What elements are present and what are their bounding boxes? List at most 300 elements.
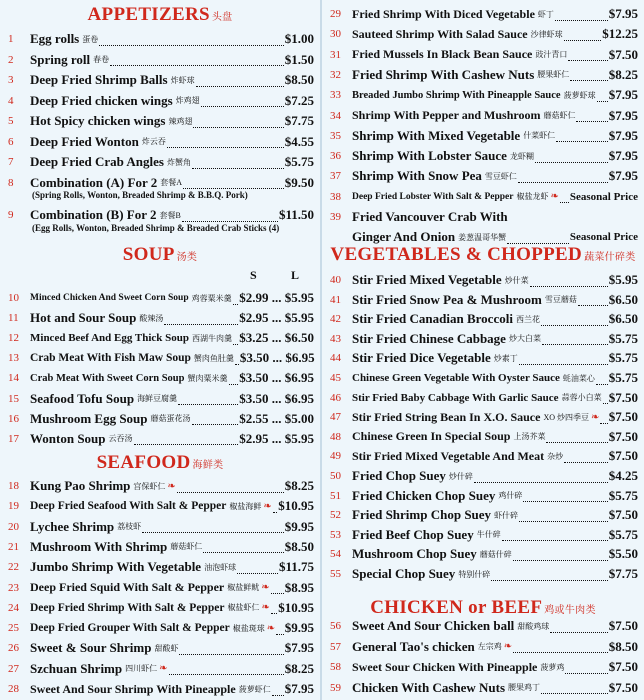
item-price: $3.50 ... $6.95 [239,390,314,406]
item-name-zh: 椒盐海鲜 [229,501,262,511]
item-price: $2.55 ... $5.00 [239,410,314,426]
menu-item [322,616,644,636]
item-number: 21 [8,540,19,553]
item-number: 5 [8,115,14,127]
item-name: Stir Fried Chinese Cabbage [352,330,506,346]
item-number: 53 [330,528,341,541]
chili-pepper-icon: ❧ [261,602,270,614]
item-price: $7.50 [608,409,638,425]
item-number: 49 [330,450,341,463]
dot-leader [530,274,608,287]
item-number: 16 [8,412,19,425]
soup-title-zh: 汤类 [176,252,198,263]
item-number: 59 [330,681,341,694]
item-name-zh: 蒜蓉小白菜 [561,393,602,403]
item-name-zh: 什菜虾仁 [523,131,556,141]
item-number: 56 [330,620,341,632]
dot-leader [233,332,238,345]
item-name-zh: 牛什碎 [476,530,501,540]
item-number: 12 [8,332,19,345]
item-price: $8.25 [284,660,314,676]
dot-leader [271,601,277,614]
menu-item [0,496,320,516]
item-name: Stir Fried Canadian Broccoli [352,311,513,327]
item-number: 8 [8,176,14,189]
item-price: $7.95 [608,107,638,123]
item-price: $5.75 [608,487,638,503]
dot-leader [134,432,239,445]
dot-leader [564,28,602,41]
item-number: 2 [8,53,14,66]
dot-leader [519,352,608,365]
seafood-title-zh: 海鲜类 [192,460,224,471]
dot-leader [177,480,284,493]
item-name-zh: 四川虾仁 [125,664,158,674]
item-name: Deep Fried Wonton [30,133,139,149]
item-name: Chicken With Cashew Nuts [352,679,506,695]
item-name: Stir Fried Mixed Vegetable And Meat [352,448,545,463]
item-price: $7.50 [608,428,638,444]
item-name-zh: 菠萝鸡 [540,662,565,672]
size-small-label: S [250,268,257,282]
appetizers-title: APPETIZERS [87,4,210,25]
item-name-zh: 腰果鸡丁 [508,683,541,692]
item-price: $3.25 ... $6.50 [239,330,314,346]
item-name: Stir Fried Dice Vegetable [352,350,491,366]
item-number: 57 [330,640,341,653]
chicken-title: CHICKEN or BEEF [370,597,543,618]
item-price: $11.75 [278,559,314,575]
item-name-zh: 炒什碎 [448,471,473,481]
menu-item [322,486,644,506]
dot-leader [513,548,608,561]
item-name: Fried Shrimp Chop Suey [352,507,492,523]
item-number: 51 [330,489,341,502]
item-number: 39 [330,211,341,223]
soup-heading [0,244,320,266]
dot-leader [201,94,284,107]
dot-leader [550,620,607,633]
item-name: Szchuan Shrimp [30,660,123,676]
item-name: Stir Fried Baby Cabbage With Garlic Sauce [352,391,559,404]
menu-item [0,476,320,496]
item-price: $7.50 [608,679,638,695]
dot-leader [229,372,239,385]
item-name: Sauteed Shrimp With Salad Sauce [352,26,528,41]
item-name: Hot and Sour Soup [30,310,137,326]
item-price: $7.75 [284,113,314,128]
menu-item [0,517,320,537]
item-number: 4 [8,94,14,107]
item-number: 23 [8,581,19,594]
menu-item [0,91,320,111]
item-price: Seasonal Price [569,190,638,203]
menu-item [0,537,320,557]
item-price: $7.25 [284,92,314,108]
item-name: Breaded Jumbo Shrimp With Pineapple Sauce [352,89,561,101]
item-price: $9.50 [284,174,314,190]
item-name-zh: 姜葱温哥华蟹 [458,232,507,242]
item-name-zh: 雪豆虾仁 [484,171,517,181]
item-price: $10.95 [278,498,314,514]
seafood-title: SEAFOOD [96,452,191,473]
item-price: $11.50 [278,207,314,222]
menu-item [0,557,320,577]
item-number: 14 [8,372,19,385]
item-name-zh: 蟹肉粟米羹 [187,373,228,383]
item-price: $2.99 ... $5.95 [239,290,314,305]
menu-item [322,309,644,329]
item-name: Mushroom Egg Soup [30,410,148,426]
item-name: Spring roll [30,51,91,67]
item-name-zh: 虾丁 [537,9,554,19]
item-number: 15 [8,392,19,405]
menu-item [0,132,320,152]
menu-item [0,679,320,699]
item-number: 9 [8,209,14,221]
menu-item [0,288,320,308]
item-name: Deep Fried Squid With Salt & Pepper [30,580,225,594]
appetizers-title-zh: 头盘 [211,12,233,23]
item-price: $7.95 [608,87,638,103]
menu-item [322,4,644,24]
menu-item [0,578,320,598]
dot-leader [523,489,607,502]
dot-leader [167,135,284,148]
menu-item [322,166,644,186]
menu-item [0,618,320,638]
dot-leader [519,509,608,522]
item-number: 54 [330,548,341,561]
item-name-zh: 椒盐斑球 [232,623,265,633]
menu-item [322,525,644,545]
item-price: $6.50 [608,291,638,307]
dot-leader [169,662,284,675]
item-name: Deep Fried Shrimp Balls [30,72,168,87]
item-description: (Egg Rolls, Wonton, Breaded Shrimp & Breaded Crab Sticks (4) [32,222,280,233]
item-name-zh: 上汤芥菜 [513,432,546,442]
item-price: $7.50 [608,507,638,523]
item-price: $5.95 [608,272,638,287]
menu-item [322,657,644,677]
dot-leader [596,372,608,385]
item-price: $5.75 [608,370,638,385]
chili-pepper-icon: ❧ [167,480,176,492]
dot-leader [110,53,284,66]
menu-column-right [322,0,644,700]
item-name-zh: 西湖牛肉羹 [192,333,233,343]
menu-item [322,106,644,126]
item-name: Seafood Tofu Soup [30,390,135,406]
item-number: 7 [8,156,14,168]
item-name: Minced Chicken And Sweet Corn Soup [30,293,189,303]
item-name-zh: 虾什碎 [494,510,519,520]
menu-item [322,637,644,657]
menu-item [0,29,320,49]
item-name: Stir Fried String Bean In X.O. Sauce [352,409,541,424]
vegetables-title: VEGETABLES & CHOPPED [330,244,583,265]
item-name-zh: 椒盐龙虾 [516,192,549,202]
menu-item [322,505,644,525]
item-name: Fried Beef Chop Suey [352,526,474,542]
item-price: $7.50 [608,389,638,405]
item-name-zh: 鸡蓉粟米羹 [191,293,232,303]
item-name-zh: 豉汁青口 [535,50,568,60]
item-price: $3.50 ... $6.95 [239,350,315,366]
dot-leader [576,109,607,122]
item-name-zh: 特别什碎 [458,569,491,579]
item-name: Deep Fried Seafood With Salt & Pepper [30,500,227,513]
item-number: 30 [330,28,341,41]
item-price: $7.50 [608,448,638,464]
seafood-heading [0,452,320,474]
item-number: 47 [330,411,341,424]
item-price: $9.95 [284,620,314,636]
dot-leader [565,661,607,674]
chili-pepper-icon: ❧ [159,663,168,675]
item-name: Deep Fried Grouper With Salt & Pepper [30,622,230,635]
item-name: Fried Shrimp With Diced Vegetable [352,6,535,21]
item-name-zh: 椒盐鲜鱿 [227,583,260,592]
menu-item [0,389,320,409]
item-name-zh: 海鲜豆腐羹 [137,394,178,403]
menu-item [322,368,644,388]
menu-item [322,187,644,207]
item-description: (Spring Rolls, Wonton, Breaded Shrimp & B.B.Q. Pork) [32,190,248,200]
item-name-zh: 辣鸡翅 [168,116,193,126]
dot-leader [513,640,608,653]
item-number: 43 [330,332,341,345]
item-price: $7.95 [608,6,638,21]
item-price: $8.25 [608,66,638,82]
item-name-line2: Ginger And Onion [352,229,456,245]
item-number: 1 [8,33,14,45]
item-number: 44 [330,352,341,365]
item-price: $7.95 [608,148,638,164]
menu-item [322,24,644,44]
item-name-zh: 蛋卷 [82,34,99,44]
item-name: Sweet & Sour Shrimp [30,640,152,656]
item-number: 11 [8,312,19,325]
item-price: Seasonal Price [569,231,638,244]
item-name: Hot Spicy chicken wings [30,113,166,128]
item-price: $8.25 [284,478,314,493]
item-name-zh: 春卷 [93,55,110,64]
vegetables-heading [322,244,644,266]
menu-item [0,308,320,328]
item-name: Deep Fried chicken wings [30,92,173,108]
item-name-zh: 炸鸡翅 [175,96,200,105]
dot-leader [142,520,284,533]
item-name: Shrimp With Mixed Vegetable [352,127,521,143]
appetizers-heading [0,4,320,26]
dot-leader [564,450,608,463]
item-name: Mushroom Chop Suey [352,546,477,562]
chicken-title-zh: 鸡或牛肉类 [544,605,596,616]
item-name-zh: 左宗鸡 [477,642,502,651]
item-price: $8.50 [284,538,314,554]
item-price: $2.95 ... $5.95 [239,430,314,446]
dot-leader [271,581,284,594]
item-name: Crab Meat With Fish Maw Soup [30,352,191,365]
item-number: 42 [330,313,341,326]
item-name: Fried Chop Suey [352,468,446,483]
menu-item [322,466,644,486]
dot-leader [272,683,284,696]
item-number: 22 [8,561,19,574]
dot-leader [192,156,284,169]
item-number: 48 [330,430,341,443]
menu-item [0,598,320,618]
item-price: $7.95 [608,168,638,184]
item-price: $8.50 [608,638,638,654]
dot-leader [178,392,238,405]
item-price: $7.75 [608,566,638,581]
item-name: Shrimp With Lobster Sauce [352,148,507,164]
menu-item [0,429,320,449]
menu-item [322,348,644,368]
item-number: 25 [8,622,19,635]
dot-leader [507,231,569,244]
item-price: $9.95 [284,518,314,534]
item-name: Stir Fried Snow Pea & Mushroom [352,291,542,307]
item-name-zh: 杂炒 [547,451,564,461]
item-price: $3.50 ... $6.95 [239,370,314,386]
item-name-zh: 甜酸虾 [154,643,179,653]
item-price: $12.25 [602,26,638,42]
soup-title: SOUP [122,244,175,265]
item-name-zh: 菠萝虾球 [563,90,596,100]
item-price: $7.95 [608,127,638,143]
dot-leader [578,293,608,306]
item-price: $5.75 [608,350,638,366]
item-name: Crab Meat With Sweet Corn Soup [30,372,185,384]
dot-leader [164,312,238,325]
item-name: Deep Fried Shrimp With Salt & Pepper [30,601,225,614]
menu-item [0,50,320,70]
item-price: $1.00 [284,31,314,46]
item-name: Deep Fried Lobster With Salt & Pepper [352,191,514,202]
item-price: $7.50 [608,659,638,674]
item-name-zh: 蟹肉鱼肚羹 [193,353,234,363]
item-number: 38 [330,190,341,203]
item-name: Mushroom With Shrimp [30,538,168,554]
dot-leader [491,568,607,581]
menu-item [322,544,644,564]
item-name-zh: 宫保虾仁 [133,481,166,491]
dot-leader [99,33,284,46]
item-name: Shrimp With Snow Pea [352,168,482,184]
item-name-zh: 套餐A [160,178,183,187]
dot-leader [556,129,608,142]
dot-leader [535,150,608,163]
item-name: Minced Beef And Egg Thick Soup [30,332,190,345]
item-price: $5.50 [608,546,638,562]
item-name: Fried Vancouver Crab With [352,209,508,224]
item-name: Shrimp With Pepper and Mushroom [352,108,541,122]
menu-item [322,207,644,227]
item-number: 45 [330,372,341,384]
menu-item [322,564,644,584]
item-name: Deep Fried Crab Angles [30,154,164,169]
item-number: 10 [8,292,19,304]
menu-item [0,70,320,90]
dot-leader [179,642,283,655]
menu-item [322,65,644,85]
item-name: Fried Mussels In Black Bean Sauce [352,47,533,62]
item-name-zh: 蚝油菜心 [562,373,595,383]
dot-leader [474,470,608,483]
item-name-zh: 炸虾球 [170,75,195,85]
item-name-zh: 套餐B [159,210,181,220]
item-name: Stir Fried Mixed Vegetable [352,272,502,287]
item-number: 28 [8,683,19,695]
item-number: 32 [330,68,341,81]
item-number: 36 [330,150,341,163]
item-name: Sweet Sour Chicken With Pineapple [352,659,538,674]
dot-leader [183,176,284,189]
item-price: $4.55 [284,133,314,149]
item-name-zh: 炒大白菜 [508,334,541,344]
size-large-label: L [291,268,300,282]
item-name-zh: 蘑菇虾仁 [543,111,576,120]
item-price: $8.50 [284,72,314,87]
item-name: Combination (B) For 2 [30,207,157,222]
item-price: $2.95 ... $5.95 [239,310,314,326]
dot-leader [193,115,283,128]
dot-leader [518,170,608,183]
chili-pepper-icon: ❧ [266,622,276,634]
chili-pepper-icon: ❧ [591,411,600,423]
item-name: Sweet And Sour Shrimp With Pineapple [30,681,236,696]
menu-item [322,146,644,166]
item-number: 20 [8,520,19,533]
item-number: 34 [330,109,341,122]
item-number: 35 [330,129,341,142]
item-name: Special Chop Suey [352,566,456,581]
item-name-zh: 沙律虾球 [530,29,563,39]
item-price: $5.75 [608,526,638,542]
dot-leader [546,430,607,443]
item-number: 18 [8,480,19,492]
chili-pepper-icon: ❧ [261,582,270,593]
dot-leader [273,500,278,513]
menu-item [0,638,320,658]
item-number: 41 [330,293,341,306]
chili-pepper-icon: ❧ [503,641,513,652]
dot-leader [235,352,239,365]
item-name: Wonton Soup [30,430,106,446]
menu-item [0,111,320,131]
item-name-zh: 蘑菇什碎 [479,549,512,559]
dot-leader [560,190,569,203]
menu-item [0,348,320,368]
item-name: Egg rolls [30,31,80,46]
item-number: 55 [330,568,341,580]
dot-leader [597,89,608,102]
item-name-zh: 雪豆蘑菇 [544,295,577,305]
item-name: Kung Pao Shrimp [30,478,131,493]
item-name-zh: 油泡虾球 [204,562,237,572]
item-number: 6 [8,135,14,148]
menu-item [0,659,320,679]
item-price: $4.25 [608,468,638,483]
item-price: $7.50 [608,618,638,633]
dot-leader [237,561,278,574]
dot-leader [568,48,607,61]
item-price: $7.95 [284,681,314,696]
item-name: Jumbo Shrimp With Vegetable [30,559,202,575]
